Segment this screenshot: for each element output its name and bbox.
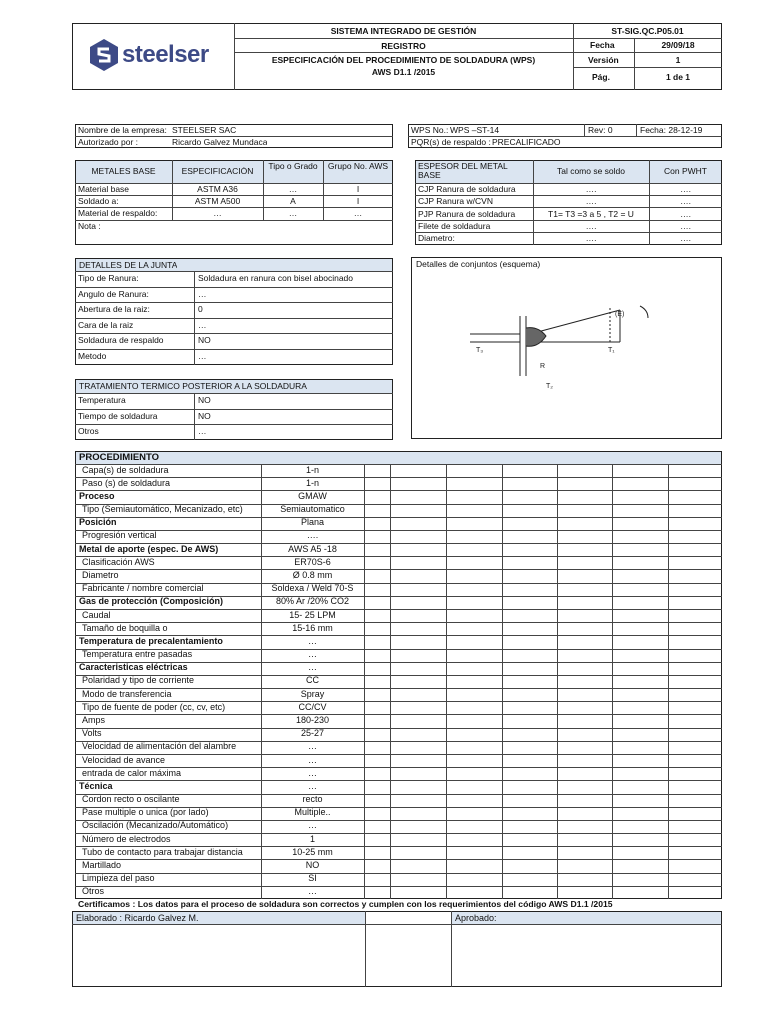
empresa-label: Nombre de la empresa: [78,126,167,135]
label-t1: T₁ [608,347,615,354]
metales-cell: Material de respaldo: [78,209,158,218]
info-fecha: Fecha: 28-12-19 [640,126,703,135]
metales-cell: ASTM A500 [194,197,241,206]
metales-header-2: Tipo o Grado [268,162,318,171]
pag-label: Pág. [592,73,610,82]
junta-value: NO [198,336,211,346]
steelser-logo-icon [88,38,120,72]
espesor-cell: CJP Ranura w/CVN [418,197,493,206]
procedimiento-label: Polaridad y tipo de corriente [82,676,195,686]
espesor-cell: CJP Ranura de soldadura [418,185,516,194]
procedimiento-value: … [308,821,317,831]
procedimiento-value: SI [308,874,317,884]
procedimiento-label: Tubo de contacto para trabajar distancia [82,847,243,857]
procedimiento-value: AWS A5 -18 [288,544,337,554]
procedimiento-label: Capa(s) de soldadura [82,465,169,475]
procedimiento-value: 15- 25 LPM [289,610,336,620]
junta-value: … [198,320,207,330]
procedimiento-label: Progresión vertical [82,531,157,541]
espesor-header-1: Tal como se soldo [556,167,626,176]
procedimiento-value: … [308,636,317,646]
procedimiento-label: Martillado [82,860,122,870]
procedimiento-value: 1 [309,834,315,844]
espesor-cell: …. [680,210,691,219]
procedimiento-label: Velocidad de alimentación del alambre [82,742,237,752]
metales-cell: … [213,209,222,218]
metales-header-3: Grupo No. AWS [327,162,389,171]
aprobado-label: Aprobado: [455,914,497,923]
procedimiento-label: Técnica [79,781,113,791]
procedimiento-label: Temperatura entre pasadas [82,650,193,660]
procedimiento-label: Tipo (Semiautomático, Mecanizado, etc) [82,505,243,515]
pag-value: 1 de 1 [665,73,691,82]
espesor-cell: …. [680,197,691,206]
procedimiento-label: Volts [82,729,102,739]
procedimiento-label: Proceso [79,491,115,501]
procedimiento-value: …. [306,531,319,541]
procedimiento-label: Diametro [82,570,119,580]
junta-label: Abertura de la raiz: [78,305,150,315]
procedimiento-value: … [308,650,317,660]
procedimiento-value: recto [302,795,323,805]
procedimiento-label: Paso (s) de soldadura [82,478,171,488]
procedimiento-value: Spray [300,689,325,699]
junta-label: Cara de la raiz [78,320,134,330]
junta-label: Tipo de Ranura: [78,274,139,283]
label-t2: T₂ [546,383,553,390]
procedimiento-label: Modo de transferencia [82,689,172,699]
procedimiento-value: … [308,781,317,791]
wps-label: WPS No.: [411,126,449,135]
metales-cell: ASTM A36 [197,185,238,194]
metales-cell: I [356,185,360,194]
junta-label: Soldadura de respaldo [78,336,164,346]
espesor-cell: Filete de soldadura [418,222,491,231]
joint-sketch [460,296,700,396]
fecha-value: 29/09/18 [661,41,695,50]
procedimiento-label: Caudal [82,610,111,620]
system-title: SISTEMA INTEGRADO DE GESTIÓN [330,26,477,36]
junta-value: Soldadura en ranura con bisel abocinado [198,274,354,283]
tratamiento-value: … [198,427,207,437]
procedimiento-value: NO [305,860,320,870]
logo-wordmark: steelser [122,41,209,68]
fecha-label: Fecha [590,41,615,50]
metales-cell: … [288,209,298,218]
autorizado-value: Ricardo Galvez Mundaca [172,138,268,147]
espesor-cell: …. [585,197,597,206]
procedimiento-label: entrada de calor máxima [82,768,182,778]
version-value: 1 [675,56,681,65]
procedimiento-label: Tamaño de boquilla o [82,623,168,633]
espesor-cell: PJP Ranura de soldadura [418,210,516,219]
metales-header-0: METALES BASE [91,167,156,176]
procedimiento-value: … [308,755,317,765]
procedimiento-value: … [308,663,317,673]
junta-value: … [198,352,207,361]
label-t3: T₃ [476,347,484,354]
label-r: R [540,363,546,370]
espesor-cell: …. [585,234,597,243]
procedimiento-title: PROCEDIMIENTO [79,453,160,463]
metales-cell: … [288,185,298,194]
procedimiento-value: … [308,742,317,752]
metales-nota: Nota : [78,222,101,231]
procedimiento-value: Soldexa / Weld 70-S [271,584,354,594]
procedimiento-value: CC [306,676,319,686]
procedimiento-label: Velocidad de avance [82,755,166,765]
procedimiento-label: Temperatura de precalentamiento [79,636,223,646]
procedimiento-value: … [308,768,317,778]
empresa-value: STEELSER SAC [172,126,237,135]
procedimiento-label: Amps [82,715,106,725]
junta-value: 0 [198,305,203,315]
junta-label: Metodo [78,352,107,361]
procedimiento-label: Cordon recto o oscilante [82,795,180,805]
espesor-header-0: ESPESOR DEL METAL BASE [418,162,508,180]
tratamiento-value: NO [198,396,211,405]
procedimiento-label: Oscilación (Mecanizado/Automático) [82,821,229,831]
procedimiento-value: 80% Ar /20% CO2 [275,597,350,607]
junta-label: Angulo de Ranura: [78,289,149,299]
procedimiento-value: 1-n [305,465,319,475]
procedimiento-label: Número de electrodos [82,834,171,844]
label-e: (E) [615,311,625,318]
procedimiento-value: … [308,887,317,897]
procedimiento-label: Limpieza del paso [82,874,155,884]
procedimiento-value: CC/CV [298,702,327,712]
procedimiento-label: Tipo de fuente de poder (cc, cv, etc) [82,702,226,712]
wps-value: WPS –ST-14 [450,126,500,135]
procedimiento-value: GMAW [298,491,327,501]
doc-title: ESPECIFICACIÓN DEL PROCEDIMIENTO DE SOLDADURA (WPS) [271,55,536,65]
elaborado-label: Elaborado : Ricardo Galvez M. [76,914,199,923]
espesor-cell: …. [585,185,597,194]
procedimiento-value: 10-25 mm [292,847,333,857]
procedimiento-value: 180-230 [295,715,330,725]
tratamiento-title: TRATAMIENTO TERMICO POSTERIOR A LA SOLDADURA [79,382,307,391]
pqr-value: PRECALIFICADO [492,138,561,147]
autorizado-label: Autorizado por : [78,138,139,147]
procedimiento-value: Multiple.. [294,808,331,818]
procedimiento-label: Metal de aporte (espec. De AWS) [79,544,219,554]
company-logo [88,38,228,74]
procedimiento-value: Semiautomatico [280,505,345,515]
espesor-cell: T1= T3 =3 a 5 , T2 = U [548,210,634,219]
procedimiento-label: Fabricante / nombre comercial [82,584,204,594]
procedimiento-value: 1-n [305,478,319,488]
doc-subtitle: AWS D1.1 /2015 [371,67,436,77]
procedimiento-label: Clasificación AWS [82,557,155,567]
version-label: Versión [588,56,619,65]
tratamiento-label: Temperatura [78,396,126,405]
espesor-cell: …. [680,222,691,231]
procedimiento-value: 25-27 [300,729,325,739]
metales-cell: I [356,197,360,206]
registro-label: REGISTRO [381,41,426,51]
metales-header-1: ESPECIFICACIÓN [181,167,254,176]
procedimiento-label: Gas de protección (Composición) [79,597,224,607]
pqr-label: PQR(s) de respaldo : [411,138,491,147]
procedimiento-label: Caracteristicas eléctricas [79,663,188,673]
metales-cell: … [353,209,363,218]
tratamiento-label: Otros [78,427,99,437]
certificamos-text: Certificamos : Los datos para el proceso de soldadura son correctos y cumplen con los requerimientos del código AWS D1.1 /2015 [78,900,613,909]
metales-cell: Soldado a: [78,197,119,206]
metales-cell: A [290,197,296,206]
tratamiento-label: Tiempo de soldadura [78,411,158,421]
conjuntos-title: Detalles de conjuntos (esquema) [416,260,541,269]
procedimiento-label: Otros [82,887,105,897]
procedimiento-label: Pase multiple o unica (por lado) [82,808,209,818]
doc-code: ST-SIG.QC.P05.01 [611,26,684,36]
procedimiento-value: Plana [300,518,325,528]
procedimiento-value: ER70S-6 [294,557,331,567]
espesor-cell: …. [680,234,691,243]
espesor-header-2: Con PWHT [664,167,707,176]
espesor-cell: …. [680,185,691,194]
junta-value: … [198,289,207,299]
tratamiento-value: NO [198,411,211,421]
junta-title: DETALLES DE LA JUNTA [79,261,178,270]
procedimiento-label: Posición [79,518,117,528]
procedimiento-value: 15-16 mm [292,623,333,633]
espesor-cell: …. [585,222,597,231]
metales-cell: Material base [78,185,130,194]
procedimiento-value: Ø 0.8 mm [292,570,333,580]
rev-label: Rev: 0 [588,126,613,135]
espesor-cell: Diametro: [418,234,455,243]
